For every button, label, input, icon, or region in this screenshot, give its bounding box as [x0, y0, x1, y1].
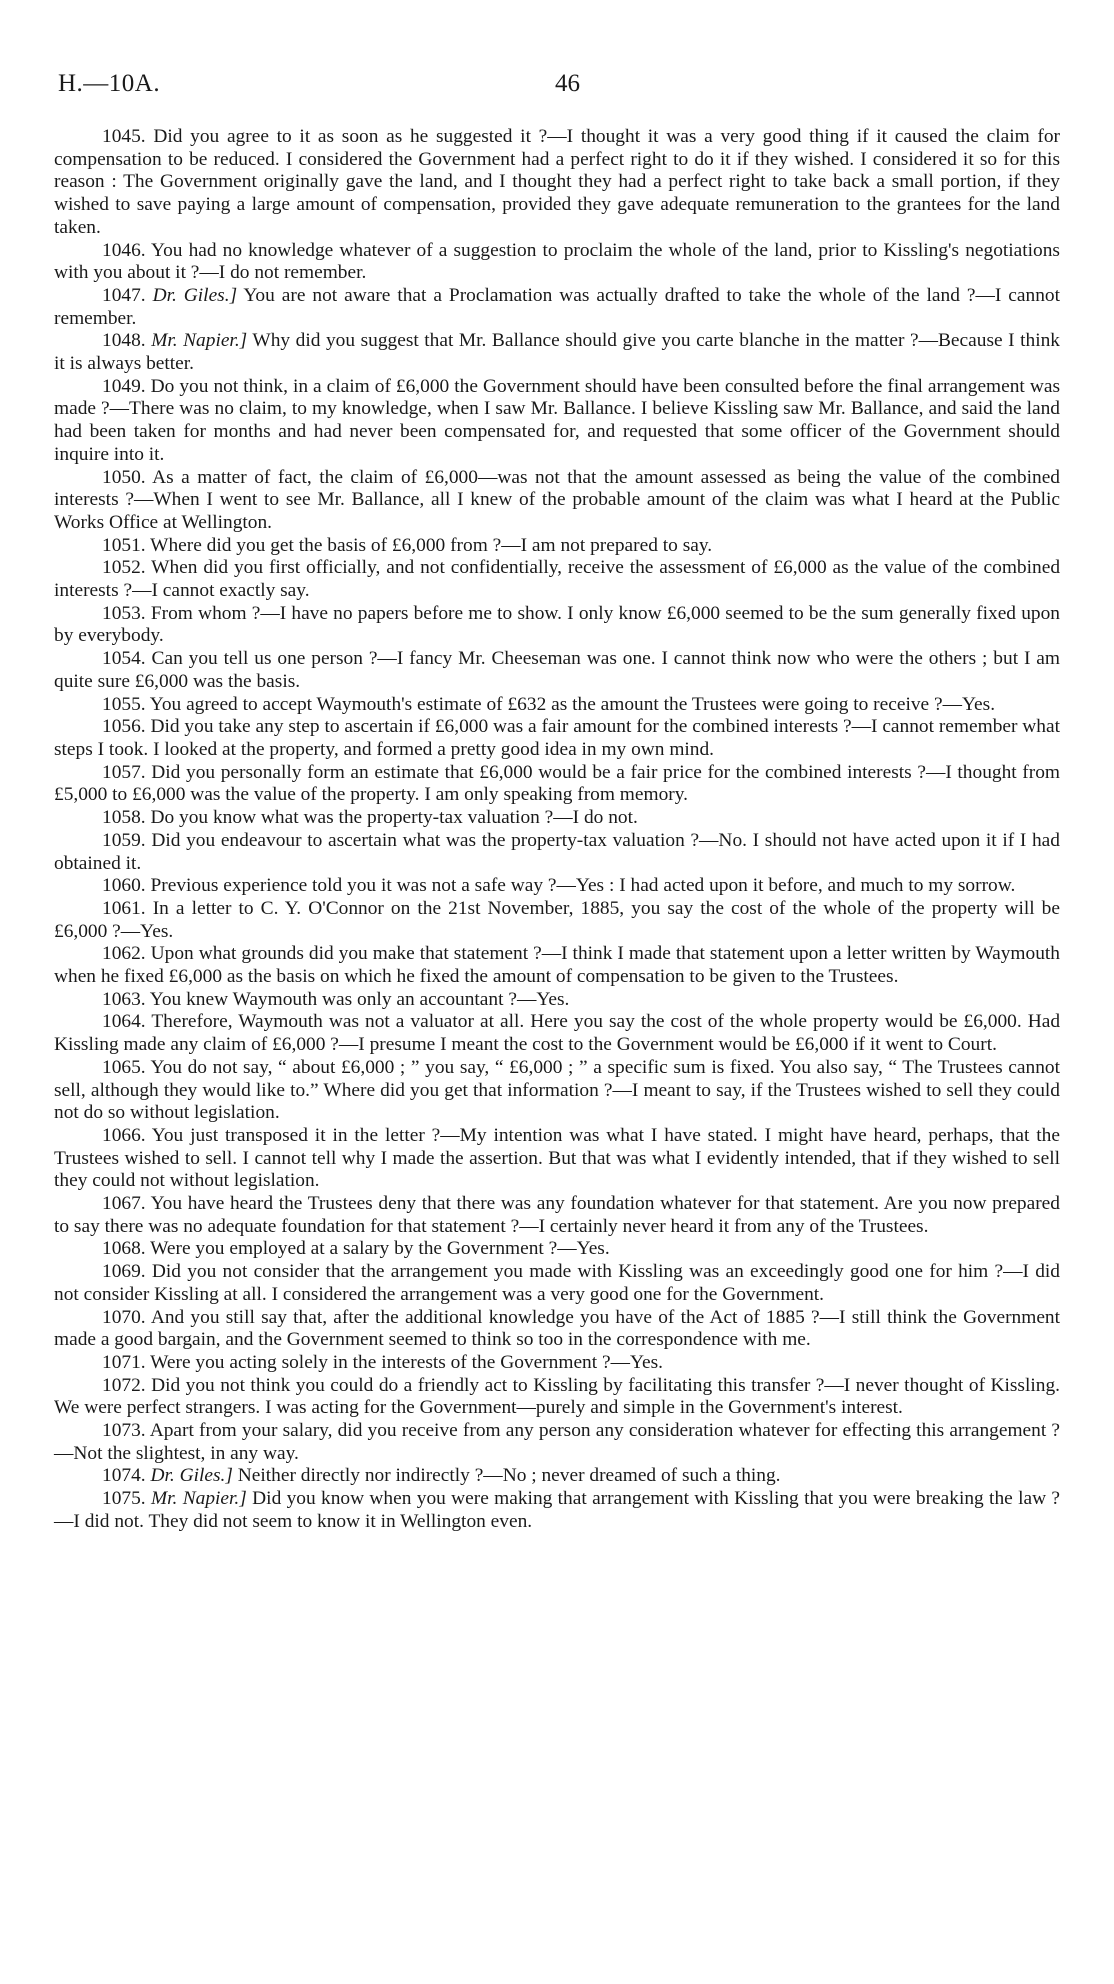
question-text: Why did you suggest that Mr. Ballance should give you carte blanche in the matter ?—Because I think it is always better.: [54, 330, 1060, 375]
question-answer-1045: [54, 126, 1060, 240]
question-answer-1070: [54, 1307, 1060, 1352]
question-text: Previous experience told you it was not a safe way ?—Yes : I had acted upon it before, and much to my sorrow.: [150, 875, 1016, 897]
question-text: You just transposed it in the letter ?—My intention was what I have stated. I might have heard, perhaps, that the Trustees wished to sell. I cannot tell why I made the assertion. But that was what I evidently intended, that if they wished to sell they could not without legislation.: [54, 1124, 1060, 1192]
question-answer-1059: [54, 830, 1060, 875]
question-number: 1065.: [102, 1056, 146, 1078]
question-text: Can you tell us one person ?—I fancy Mr. Cheeseman was one. I cannot think now who were the others ; but I am quite sure £6,000 was the basis.: [54, 648, 1060, 692]
question-answer-1048: [54, 330, 1060, 375]
question-answer-1049: [54, 376, 1060, 467]
question-number: 1067.: [102, 1193, 146, 1215]
question-answer-1060: [54, 875, 1060, 898]
question-text: Do you not think, in a claim of £6,000 the Government should have been consulted before the final arrangement was made ?—There was no claim, to my knowledge, when I saw Mr. Ballance. I believe Kissling saw Mr. Ballance, and said the land had been taken for months and had never been compensated for, and requested that some officer of the Government should inquire into it.: [54, 375, 1060, 465]
question-answer-1058: [54, 807, 1060, 830]
question-text: Did you agree to it as soon as he suggested it ?—I thought it was a very good thing if it caused the claim for compensation to be reduced. I considered the Government had a perfect right to do it if they wished. I considered it so for this reason : The Government originally gave the land, and I thought they had a perfect right to take back a small portion, if they wished to save paying a large amount of compensation, provided they gave adequate remuneration to the grantees for the land taken.: [54, 126, 1060, 238]
speaker: Dr. Giles.]: [152, 284, 238, 306]
question-number: 1073.: [102, 1420, 146, 1442]
question-number: 1056.: [102, 716, 146, 738]
speaker: Dr. Giles.]: [150, 1465, 233, 1487]
page-header: [58, 70, 1038, 110]
question-number: 1075.: [102, 1488, 146, 1510]
question-number: 1051.: [102, 534, 146, 556]
question-answer-1065: [54, 1057, 1060, 1125]
question-text: As a matter of fact, the claim of £6,000—was not that the amount assessed as being the value of the combined interests ?—When I went to see Mr. Ballance, all I knew of the probable amount of the claim was what I heard at the Public Works Office at Wellington.: [54, 466, 1060, 533]
question-text: Did you personally form an estimate that £6,000 would be a fair price for the combined interests ?—I thought from £5,000 to £6,000 was the value of the property. I am only speaking from memory.: [54, 761, 1060, 806]
question-number: 1047.: [102, 284, 146, 306]
question-text: Did you know when you were making that arrangement with Kissling that you were breaking the law ?—I did not. They did not seem to know it in Wellington even.: [54, 1488, 1061, 1532]
question-answer-1072: [54, 1375, 1060, 1420]
question-text: Apart from your salary, did you receive from any person any consideration whatever for effecting this arrangement ?—Not the slightest, in any way.: [54, 1420, 1061, 1464]
question-number: 1063.: [102, 988, 146, 1010]
question-number: 1053.: [102, 602, 146, 624]
question-answer-1056: [54, 716, 1060, 761]
question-number: 1074.: [102, 1465, 146, 1487]
speaker: Mr. Napier.]: [150, 1488, 247, 1510]
question-number: 1046.: [102, 239, 146, 261]
question-answer-1051: [54, 535, 1060, 558]
question-number: 1061.: [102, 897, 146, 919]
question-answer-1046: [54, 240, 1060, 285]
question-text: You are not aware that a Proclamation was actually drafted to take the whole of the land ?—I cannot remember.: [54, 284, 1060, 329]
question-answer-1052: [54, 557, 1060, 602]
question-text: Do you know what was the property-tax valuation ?—I do not.: [150, 807, 638, 829]
question-number: 1052.: [102, 557, 146, 579]
question-text: When did you first officially, and not confidentially, receive the assessment of £6,000 as the value of the combined interests ?—I cannot exactly say.: [54, 557, 1061, 602]
question-number: 1055.: [102, 693, 146, 715]
question-text: Were you acting solely in the interests of the Government ?—Yes.: [150, 1351, 664, 1373]
question-text: You do not say, “ about £6,000 ; ” you say, “ £6,000 ; ” a specific sum is fixed. You also say, “ The Trustees cannot sell, although they would like to.” Where did you get that information ?—I meant to say, if the Trustees wished to sell they could not do so without legislation.: [54, 1056, 1060, 1124]
question-answer-1054: [54, 648, 1060, 693]
question-text: You knew Waymouth was only an accountant ?—Yes.: [149, 988, 570, 1010]
question-number: 1048.: [102, 330, 146, 352]
question-text: You had no knowledge whatever of a suggestion to proclaim the whole of the land, prior to Kissling's negotiations with you about it ?—I do not remember.: [54, 239, 1060, 284]
question-number: 1049.: [102, 375, 146, 397]
question-answer-1067: [54, 1193, 1060, 1238]
question-text: You agreed to accept Waymouth's estimate of £632 as the amount the Trustees were going to receive ?—Yes.: [149, 693, 996, 715]
question-number: 1045.: [102, 126, 146, 147]
question-text: In a letter to C. Y. O'Connor on the 21st November, 1885, you say the cost of the whole of the property will be £6,000 ?—Yes.: [54, 897, 1060, 942]
question-number: 1062.: [102, 943, 146, 965]
question-number: 1068.: [102, 1238, 146, 1260]
question-answer-1061: [54, 898, 1060, 943]
question-text: Were you employed at a salary by the Government ?—Yes.: [150, 1238, 610, 1260]
question-text: Neither directly nor indirectly ?—No ; never dreamed of such a thing.: [237, 1465, 781, 1487]
question-answer-1062: [54, 943, 1060, 988]
question-answer-1063: [54, 989, 1060, 1012]
question-answer-1073: [54, 1420, 1060, 1465]
question-number: 1070.: [102, 1306, 146, 1328]
question-answer-1068: [54, 1238, 1060, 1261]
question-number: 1054.: [102, 648, 146, 670]
question-text: Did you not think you could do a friendly act to Kissling by facilitating this transfer ?—I never thought of Kissling. We were perfect strangers. I was acting for the Government—purely and simple in the Government's interest.: [54, 1374, 1060, 1419]
question-number: 1064.: [102, 1011, 146, 1033]
question-text: And you still say that, after the additional knowledge you have of the Act of 1885 ?—I still think the Government made a good bargain, and the Government seemed to think so too in the correspondence with me.: [54, 1306, 1061, 1351]
document-code: H.—10A.: [58, 70, 161, 97]
question-text: Where did you get the basis of £6,000 from ?—I am not prepared to say.: [150, 534, 713, 556]
question-number: 1069.: [102, 1261, 146, 1283]
testimony-body: [54, 126, 1060, 1534]
page-number: 46: [555, 70, 580, 97]
question-number: 1050.: [102, 466, 146, 488]
question-number: 1066.: [102, 1124, 146, 1146]
question-number: 1059.: [102, 829, 146, 851]
question-text: Did you not consider that the arrangement you made with Kissling was an exceedingly good one for him ?—I did not consider Kissling at all. I considered the arrangement was a very good one for the Government.: [54, 1261, 1060, 1305]
question-text: Did you take any step to ascertain if £6,000 was a fair amount for the combined interests ?—I cannot remember what steps I took. I looked at the property, and formed a pretty good idea in my own mind.: [54, 716, 1060, 760]
question-number: 1072.: [102, 1374, 146, 1396]
question-answer-1053: [54, 603, 1060, 648]
question-number: 1060.: [102, 875, 146, 897]
question-text: Upon what grounds did you make that statement ?—I think I made that statement upon a letter written by Waymouth when he fixed £6,000 as the basis on which he fixed the amount of compensation to be given to the Trustees.: [54, 943, 1060, 988]
question-answer-1075: [54, 1488, 1060, 1533]
question-answer-1055: [54, 694, 1060, 717]
question-text: Therefore, Waymouth was not a valuator at all. Here you say the cost of the whole property would be £6,000. Had Kissling made any claim of £6,000 ?—I presume I meant the cost to the Government would be £6,000 if it went to Court.: [54, 1011, 1061, 1056]
question-number: 1071.: [102, 1351, 146, 1373]
question-text: You have heard the Trustees deny that there was any foundation whatever for that statement. Are you now prepared to say there was no adequate foundation for that statement ?—I certainly never heard it from any of the Trustees.: [54, 1193, 1060, 1237]
question-answer-1064: [54, 1011, 1060, 1056]
question-answer-1069: [54, 1261, 1060, 1306]
question-answer-1074: [54, 1465, 1060, 1488]
speaker: Mr. Napier.]: [151, 330, 248, 352]
question-answer-1057: [54, 762, 1060, 807]
question-answer-1047: [54, 285, 1060, 330]
question-answer-1050: [54, 467, 1060, 535]
question-answer-1071: [54, 1352, 1060, 1375]
question-text: From whom ?—I have no papers before me to show. I only know £6,000 seemed to be the sum generally fixed upon by everybody.: [54, 602, 1060, 647]
question-number: 1057.: [102, 761, 146, 783]
question-text: Did you endeavour to ascertain what was the property-tax valuation ?—No. I should not have acted upon it if I had obtained it.: [54, 829, 1060, 874]
question-answer-1066: [54, 1125, 1060, 1193]
question-number: 1058.: [102, 807, 146, 829]
